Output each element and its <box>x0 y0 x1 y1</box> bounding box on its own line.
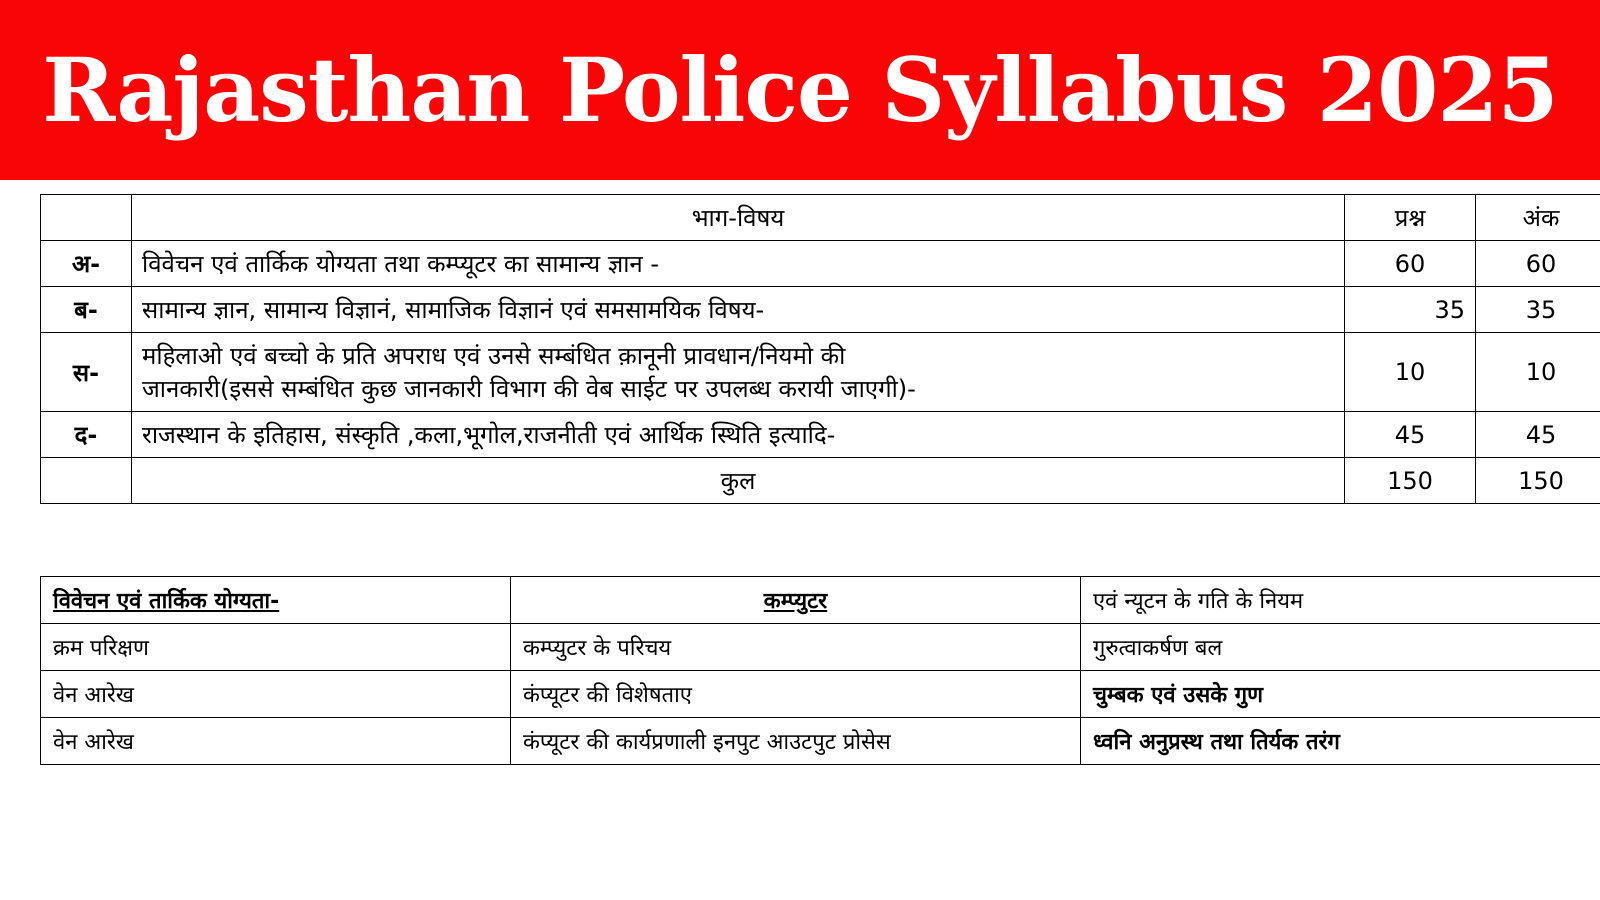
row-code: अ- <box>41 241 132 287</box>
table-row <box>41 287 1600 333</box>
table-row <box>41 333 1600 412</box>
table-row <box>41 718 1600 765</box>
row-marks: 10 <box>1476 333 1600 412</box>
row-marks: 60 <box>1476 241 1600 287</box>
row-marks: 35 <box>1476 287 1600 333</box>
topic-cell-computer: कंप्यूटर की कार्यप्रणाली इनपुट आउटपुट प्रोसेस <box>511 718 1081 765</box>
row-subject-line2: जानकारी(इससे सम्बंधित कुछ जानकारी विभाग की वेब साईट पर उपलब्ध करायी जाएगी)- <box>142 375 916 403</box>
total-questions: 150 <box>1345 458 1476 504</box>
exam-pattern-table-container <box>0 180 1600 504</box>
table-header-row <box>41 195 1600 241</box>
total-label: कुल <box>132 458 1345 504</box>
topic-cell-science: गुरुत्वाकर्षण बल <box>1081 624 1600 671</box>
row-subject <box>132 333 1345 412</box>
page-title-banner <box>0 0 1600 180</box>
topics-table <box>40 576 1600 765</box>
row-subject <box>132 412 1345 458</box>
row-subject <box>132 287 1345 333</box>
topics-header-reasoning: विवेचन एवं तार्किक योग्यता- <box>41 577 511 624</box>
table-total-row <box>41 458 1600 504</box>
topic-cell-computer: कंप्यूटर की विशेषताए <box>511 671 1081 718</box>
header-questions-cell: प्रश्न <box>1345 195 1476 241</box>
row-subject <box>132 241 1345 287</box>
table-row <box>41 412 1600 458</box>
header-subject-cell: भाग-विषय <box>132 195 1345 241</box>
topics-table-container <box>0 504 1600 765</box>
topic-cell-reasoning: वेन आरेख <box>41 718 511 765</box>
row-questions: 45 <box>1345 412 1476 458</box>
table-row <box>41 241 1600 287</box>
row-code: स- <box>41 333 132 412</box>
total-marks: 150 <box>1476 458 1600 504</box>
row-subject-line1: राजस्थान के इतिहास, संस्कृति ,कला,भूगोल,राजनीती एवं आर्थिक स्थिति इत्यादि- <box>142 421 836 449</box>
row-questions: 35 <box>1345 287 1476 333</box>
topic-cell-reasoning: वेन आरेख <box>41 671 511 718</box>
row-marks: 45 <box>1476 412 1600 458</box>
row-subject-line1: महिलाओ एवं बच्चो के प्रति अपराध एवं उनसे सम्बंधित क़ानूनी प्रावधान/नियमो की <box>142 342 846 370</box>
header-marks-cell: अंक <box>1476 195 1600 241</box>
row-questions: 60 <box>1345 241 1476 287</box>
topics-header-row <box>41 577 1600 624</box>
topic-cell-science: ध्वनि अनुप्रस्थ तथा तिर्यक तरंग <box>1081 718 1600 765</box>
table-row <box>41 624 1600 671</box>
table-row <box>41 671 1600 718</box>
row-code: द- <box>41 412 132 458</box>
exam-pattern-table <box>40 194 1600 504</box>
row-subject-line1: सामान्य ज्ञान, सामान्य विज्ञानं, सामाजिक विज्ञानं एवं समसामयिक विषय- <box>142 296 765 324</box>
topic-cell-reasoning: क्रम परिक्षण <box>41 624 511 671</box>
page-title: Rajasthan Police Syllabus 2025 <box>42 38 1558 142</box>
row-questions: 10 <box>1345 333 1476 412</box>
topic-cell-computer: कम्प्युटर के परिचय <box>511 624 1081 671</box>
topics-header-computer: कम्प्युटर <box>511 577 1081 624</box>
header-code-cell <box>41 195 132 241</box>
row-code: ब- <box>41 287 132 333</box>
topic-cell-science: चुम्बक एवं उसके गुण <box>1081 671 1600 718</box>
topics-header-science: एवं न्यूटन के गति के नियम <box>1081 577 1600 624</box>
row-subject-line1: विवेचन एवं तार्किक योग्यता तथा कम्प्यूटर का सामान्य ज्ञान - <box>142 250 660 278</box>
total-code <box>41 458 132 504</box>
